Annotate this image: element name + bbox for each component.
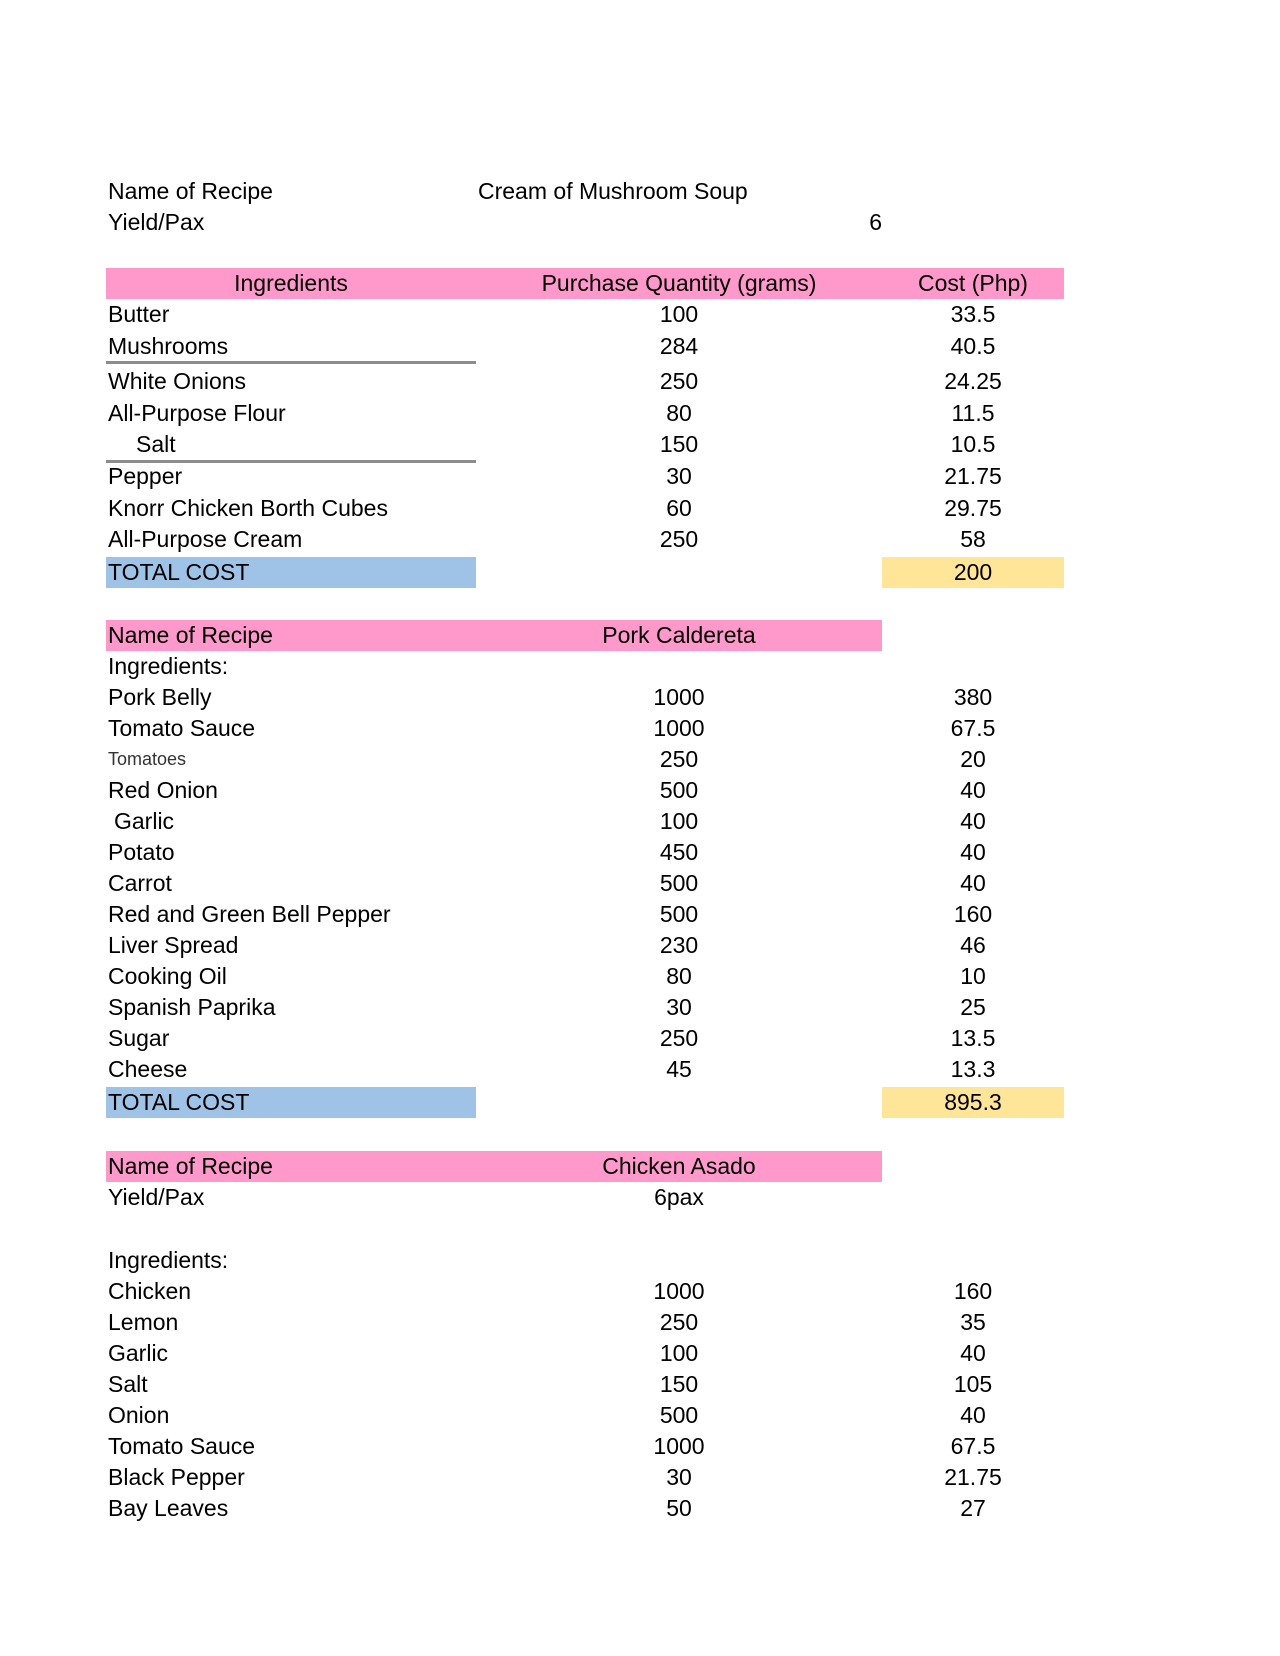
ingredient-qty: 1000 xyxy=(653,1433,705,1459)
ingredient-name: Pork Belly xyxy=(108,684,212,710)
table-row xyxy=(0,1338,1280,1369)
ingredient-qty: 250 xyxy=(659,1309,699,1335)
ingredient-cost: 33.5 xyxy=(950,301,996,327)
ingredient-qty: 45 xyxy=(666,1056,692,1082)
ingredients-label: Ingredients: xyxy=(108,653,229,679)
ingredient-qty: 100 xyxy=(659,808,699,834)
recipe3-name: Chicken Asado xyxy=(476,1151,882,1182)
ingredient-name: All-Purpose Cream xyxy=(108,526,303,552)
table-row xyxy=(0,524,1280,555)
ingredient-cost: 160 xyxy=(953,1278,993,1304)
table-row xyxy=(0,1431,1280,1462)
ingredient-cost: 10 xyxy=(960,963,986,989)
ingredient-qty: 30 xyxy=(666,994,692,1020)
ingredient-name: Tomato Sauce xyxy=(108,715,256,741)
recipe1-name-row xyxy=(0,176,1280,207)
ingredient-cost: 24.25 xyxy=(944,368,1002,394)
ingredient-name: Pepper xyxy=(108,463,183,489)
total-cost-label: TOTAL COST xyxy=(106,1087,476,1118)
table-row xyxy=(0,299,1280,330)
ingredient-name: Black Pepper xyxy=(108,1464,245,1490)
ingredient-cost: 40 xyxy=(960,1340,986,1366)
ingredient-qty: 100 xyxy=(659,301,699,327)
table-row xyxy=(0,331,1280,362)
ingredient-qty: 450 xyxy=(659,839,699,865)
recipe2-ingredients-heading xyxy=(0,651,1280,682)
ingredient-name: Salt xyxy=(136,431,176,457)
ingredient-name: Spanish Paprika xyxy=(108,994,276,1020)
ingredient-name: Red and Green Bell Pepper xyxy=(108,901,391,927)
ingredient-cost: 20 xyxy=(960,746,986,772)
ingredient-name: Liver Spread xyxy=(108,932,239,958)
ingredient-name: Salt xyxy=(108,1371,148,1397)
ingredient-name: Chicken xyxy=(108,1278,192,1304)
total-cost-value: 200 xyxy=(882,557,1064,588)
ingredient-cost: 67.5 xyxy=(950,715,996,741)
recipe1-yield-label: Yield/Pax xyxy=(108,209,205,235)
ingredient-name: Lemon xyxy=(108,1309,179,1335)
recipe3-yield-label: Yield/Pax xyxy=(108,1184,205,1210)
ingredient-qty: 250 xyxy=(659,1025,699,1051)
ingredient-name: Tomatoes xyxy=(108,749,187,769)
ingredient-name: Knorr Chicken Borth Cubes xyxy=(108,495,388,521)
ingredient-cost: 11.5 xyxy=(951,400,995,426)
ingredient-qty: 30 xyxy=(666,463,692,489)
table-row xyxy=(0,1307,1280,1338)
recipe1-header-row xyxy=(0,268,1280,299)
recipe1-total-row xyxy=(0,557,1280,588)
ingredient-cost: 40 xyxy=(960,1402,986,1428)
ingredient-qty: 284 xyxy=(659,333,699,359)
ingredients-label: Ingredients: xyxy=(108,1247,229,1273)
ingredient-cost: 380 xyxy=(953,684,993,710)
ingredient-name: Tomato Sauce xyxy=(108,1433,256,1459)
recipe1-yield-row xyxy=(0,207,1280,238)
recipe3-name-row xyxy=(0,1151,1280,1182)
ingredient-name: Garlic xyxy=(114,808,175,834)
recipe2-name: Pork Caldereta xyxy=(476,620,882,651)
ingredient-name: Cooking Oil xyxy=(108,963,227,989)
ingredient-qty: 150 xyxy=(659,431,699,457)
table-row xyxy=(0,961,1280,992)
ingredient-cost: 58 xyxy=(960,526,986,552)
ingredient-cost: 40.5 xyxy=(950,333,996,359)
ingredient-name: All-Purpose Flour xyxy=(108,400,286,426)
ingredient-cost: 67.5 xyxy=(950,1433,996,1459)
ingredient-cost: 21.75 xyxy=(944,463,1002,489)
ingredient-cost: 25 xyxy=(960,994,986,1020)
header-cost: Cost (Php) xyxy=(882,268,1064,299)
table-row xyxy=(0,429,1280,460)
ingredient-name: White Onions xyxy=(108,368,247,394)
ingredient-qty: 250 xyxy=(659,368,699,394)
ingredient-qty: 500 xyxy=(659,1402,699,1428)
table-row xyxy=(0,837,1280,868)
ingredient-name: Red Onion xyxy=(108,777,218,803)
ingredient-qty: 500 xyxy=(659,901,699,927)
ingredient-qty: 50 xyxy=(666,1495,692,1521)
table-row xyxy=(0,1400,1280,1431)
ingredient-name: Carrot xyxy=(108,870,172,896)
ingredient-qty: 150 xyxy=(659,1371,699,1397)
ingredient-name: Bay Leaves xyxy=(108,1495,229,1521)
recipe1-yield: 6 xyxy=(869,209,882,235)
ingredient-name: Sugar xyxy=(108,1025,170,1051)
ingredient-cost: 27 xyxy=(960,1495,986,1521)
table-row xyxy=(0,930,1280,961)
ingredient-qty: 1000 xyxy=(653,1278,705,1304)
ingredient-cost: 10.5 xyxy=(950,431,996,457)
table-row xyxy=(0,775,1280,806)
cell-border-line xyxy=(106,361,476,364)
ingredient-qty: 500 xyxy=(659,777,699,803)
recipe3-ingredients-heading xyxy=(0,1245,1280,1276)
ingredient-qty: 1000 xyxy=(653,715,705,741)
table-row xyxy=(0,713,1280,744)
ingredient-qty: 250 xyxy=(659,746,699,772)
ingredient-qty: 230 xyxy=(659,932,699,958)
table-row xyxy=(0,682,1280,713)
table-row xyxy=(0,1276,1280,1307)
table-row xyxy=(0,899,1280,930)
table-row xyxy=(0,1023,1280,1054)
recipe2-total-row xyxy=(0,1087,1280,1118)
ingredient-name: Butter xyxy=(108,301,170,327)
table-row xyxy=(0,1369,1280,1400)
ingredient-qty: 100 xyxy=(659,1340,699,1366)
table-row xyxy=(0,1054,1280,1085)
table-row xyxy=(0,806,1280,837)
ingredient-cost: 46 xyxy=(960,932,986,958)
recipe2-name-row xyxy=(0,620,1280,651)
ingredient-cost: 160 xyxy=(953,901,993,927)
ingredient-name: Cheese xyxy=(108,1056,188,1082)
ingredient-cost: 21.75 xyxy=(944,1464,1002,1490)
recipe3-yield-row xyxy=(0,1182,1280,1213)
ingredient-qty: 500 xyxy=(659,870,699,896)
ingredient-cost: 29.75 xyxy=(944,495,1002,521)
ingredient-qty: 60 xyxy=(666,495,692,521)
total-cost-label: TOTAL COST xyxy=(106,557,476,588)
ingredient-qty: 30 xyxy=(666,1464,692,1490)
table-row xyxy=(0,366,1280,397)
ingredient-qty: 250 xyxy=(659,526,699,552)
recipe1-name: Cream of Mushroom Soup xyxy=(478,178,748,204)
ingredient-cost: 40 xyxy=(960,808,986,834)
header-ingredients: Ingredients xyxy=(106,268,476,299)
ingredient-cost: 13.5 xyxy=(950,1025,996,1051)
ingredient-name: Garlic xyxy=(108,1340,169,1366)
table-row xyxy=(0,1462,1280,1493)
recipe3-yield: 6pax xyxy=(654,1184,704,1210)
ingredient-name: Onion xyxy=(108,1402,170,1428)
table-row xyxy=(0,744,1280,775)
ingredient-cost: 13.3 xyxy=(950,1056,996,1082)
recipe3-name-label: Name of Recipe xyxy=(106,1151,476,1182)
ingredient-cost: 35 xyxy=(960,1309,986,1335)
recipe2-name-label: Name of Recipe xyxy=(106,620,476,651)
total-cost-value: 895.3 xyxy=(882,1087,1064,1118)
table-row xyxy=(0,398,1280,429)
table-row xyxy=(0,992,1280,1023)
recipe1-name-label: Name of Recipe xyxy=(108,178,273,204)
ingredient-cost: 40 xyxy=(960,777,986,803)
table-row xyxy=(0,868,1280,899)
header-purchase-quantity: Purchase Quantity (grams) xyxy=(476,268,882,299)
table-row xyxy=(0,461,1280,492)
ingredient-cost: 105 xyxy=(953,1371,993,1397)
ingredient-qty: 80 xyxy=(666,400,692,426)
ingredient-qty: 1000 xyxy=(653,684,705,710)
table-row xyxy=(0,1493,1280,1524)
table-row xyxy=(0,493,1280,524)
ingredient-qty: 80 xyxy=(666,963,692,989)
ingredient-name: Mushrooms xyxy=(108,333,229,359)
ingredient-name: Potato xyxy=(108,839,175,865)
ingredient-cost: 40 xyxy=(960,839,986,865)
ingredient-cost: 40 xyxy=(960,870,986,896)
